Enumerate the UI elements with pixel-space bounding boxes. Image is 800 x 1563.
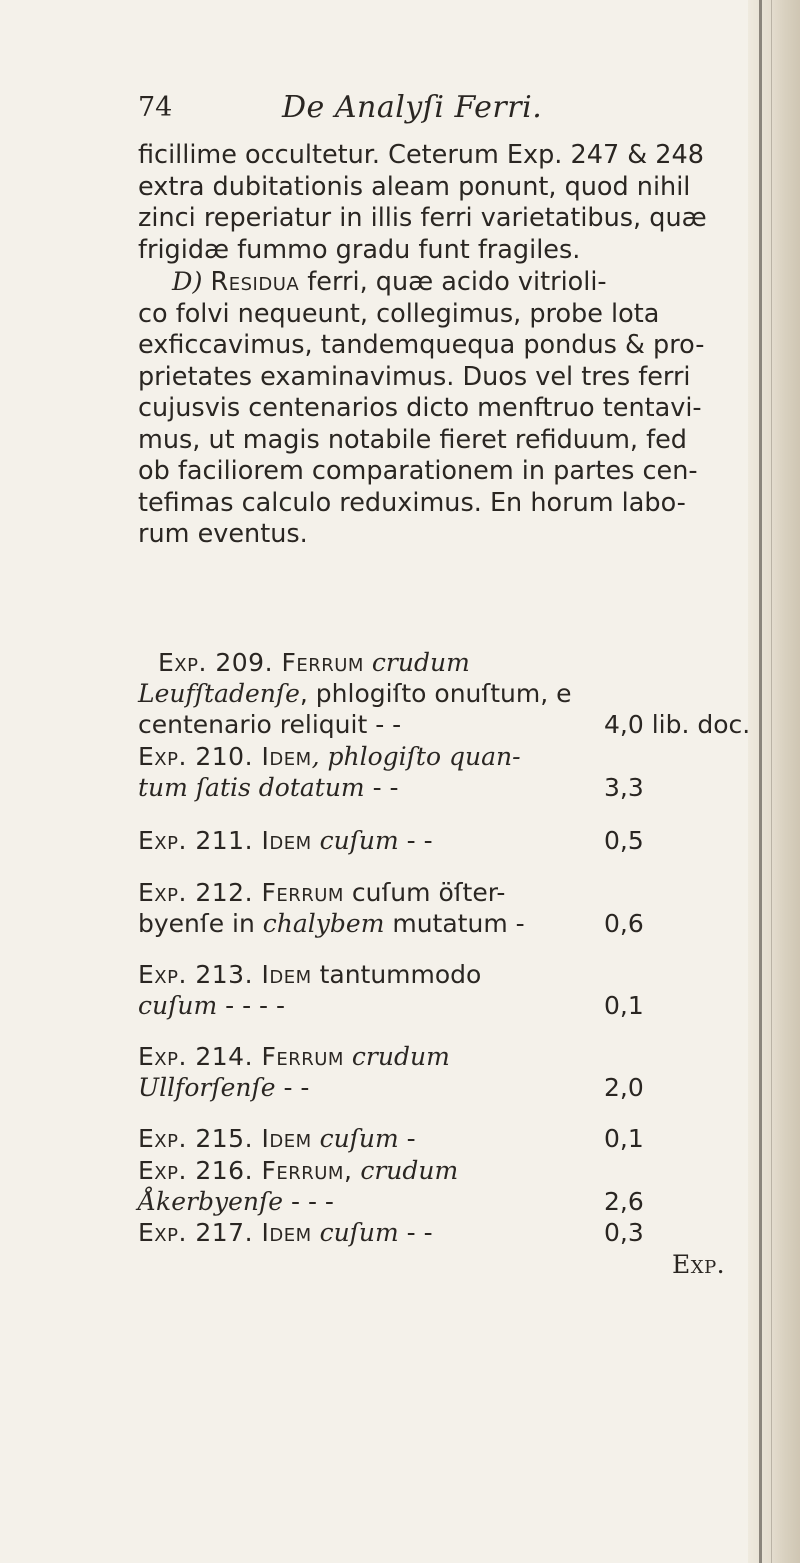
page-header [138,92,758,132]
exp-text: Leufſtadenſe [138,679,300,708]
exp-line [138,1124,416,1153]
exp-line [138,742,521,771]
exp-value: 0,3 [604,1218,644,1247]
exp-text: Åkerbyenſe [138,1187,284,1216]
exp-line [138,878,505,907]
exp-value: 0,1 [604,991,644,1020]
exp-heading: Exp. 209. Ferrum [158,648,364,677]
exp-line [138,1218,433,1247]
exp-line [138,1073,309,1102]
exp-value: 0,6 [604,909,644,938]
exp-text: cuſum [138,991,218,1020]
exp-line [138,909,525,938]
exp-value: 2,0 [604,1073,644,1102]
exp-line [138,1156,458,1185]
exp-text: cuſum [311,826,399,855]
exp-text: tantummodo [311,960,482,989]
exp-line [138,1042,450,1071]
exp-text: tum ſatis dotatum [138,773,365,802]
text-line: mus, ut magis notabile fieret refiduum, fed [138,424,687,455]
text-line: extra dubitationis aleam ponunt, quod nihil [138,171,691,202]
exp-value: 4,0 lib. doc. [604,710,751,739]
exp-heading: Exp. 211. Idem [138,826,312,855]
exp-heading: Exp. 217. Idem [138,1218,312,1247]
exp-text: mutatum - [384,909,525,938]
text-line: rum eventus. [138,519,308,549]
exp-text: crudum [352,1156,459,1185]
exp-heading: Exp. 214. Ferrum [138,1042,344,1071]
exp-text: , phlogiſto onuſtum, e [299,679,572,708]
paragraph-2 [138,267,768,551]
exp-text: crudum [343,1042,450,1071]
page-number: 74 [138,92,173,123]
exp-text: - - [275,1073,310,1102]
catchword: Exp. [672,1250,726,1279]
running-head: De Analyſi Ferri. [282,90,543,125]
lead-word: Residua [210,267,300,297]
text-line [138,267,768,299]
exp-text: Ullforſenſe [138,1073,276,1102]
exp-text: cuſum öſter- [343,878,506,907]
exp-text: crudum [363,648,470,677]
exp-text: cuſum [311,1124,399,1153]
exp-value: 0,1 [604,1124,644,1153]
exp-text: byenſe in [138,909,263,938]
text-line: ficillime occultetur. Ceterum Exp. 247 & 248 [138,140,704,170]
exp-value: 3,3 [604,773,644,802]
exp-line [138,773,399,802]
binding-line [771,0,772,1563]
exp-heading: Exp. 210. Idem [138,742,312,771]
exp-line [138,826,433,855]
exp-line [138,679,571,708]
exp-heading: Exp. 212. Ferrum [138,878,344,907]
exp-value: 0,5 [604,826,644,855]
exp-text: centenario reliquit - - [138,710,402,739]
text-line: zinci reperiatur in illis ferri varietatibus, quæ [138,203,707,233]
exp-text: - - - - [217,991,286,1020]
paragraph-1 [138,140,768,266]
exp-line [138,960,481,989]
text-line: cujusvis centenarios dicto menftruo tentavi- [138,393,702,423]
exp-line [158,648,470,677]
text-line: ob faciliorem comparationem in partes cen- [138,456,698,486]
exp-text: cuſum [311,1218,399,1247]
exp-text: , phlogiſto quan- [311,742,521,771]
exp-text: chalybem [262,909,385,938]
text-line: co folvi nequeunt, collegimus, probe lota [138,298,660,329]
exp-text: - - [398,1218,433,1247]
text-fragment: ferri, quæ acido vitrioli- [299,267,607,297]
exp-line [138,1187,334,1216]
exp-heading: Exp. 216. Ferrum, [138,1156,353,1185]
exp-text: - - - [283,1187,334,1216]
exp-text: - [398,1124,416,1153]
section-label: D) [172,267,203,297]
exp-heading: Exp. 213. Idem [138,960,312,989]
text-line: prietates examinavimus. Duos vel tres ferri [138,361,691,392]
text-line: exficcavimus, tandemquequa pondus & pro- [138,330,705,360]
text-line: frigidæ fummo gradu funt fragiles. [138,234,581,265]
exp-text: - - [364,773,399,802]
exp-heading: Exp. 215. Idem [138,1124,312,1153]
exp-line [138,710,401,739]
text-line: tefimas calculo reduximus. En horum labo- [138,487,686,518]
exp-value: 2,6 [604,1187,644,1216]
exp-text: - - [398,826,433,855]
exp-line [138,991,285,1020]
